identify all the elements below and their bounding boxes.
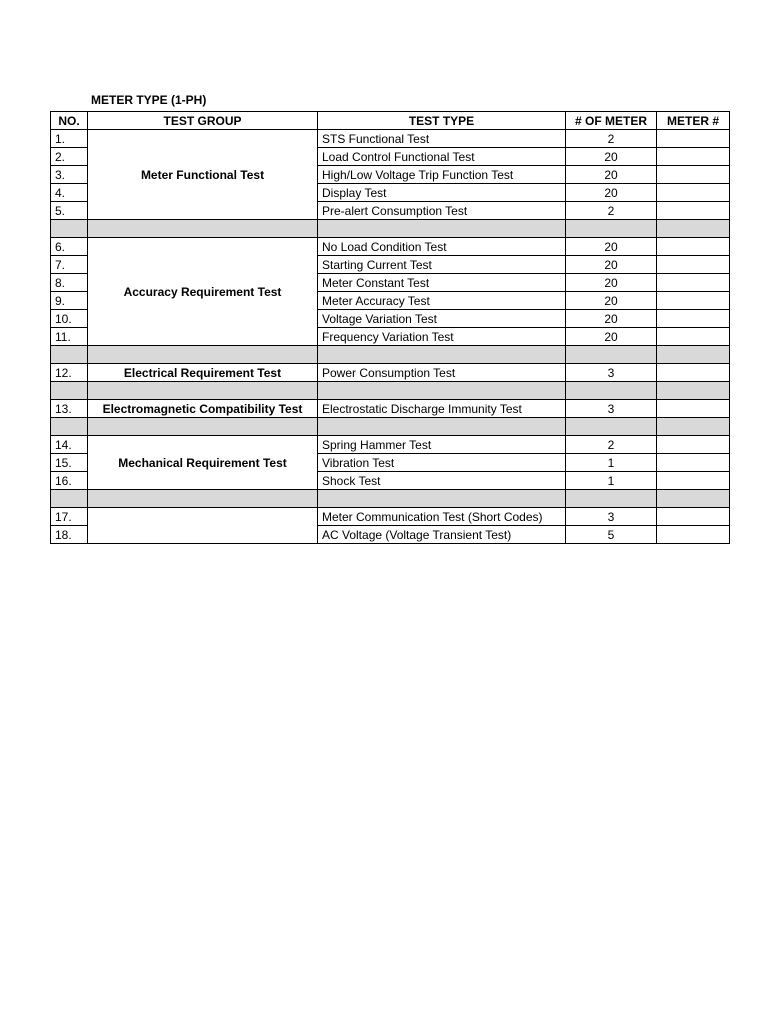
row-number: 14. bbox=[51, 436, 88, 454]
row-number: 8. bbox=[51, 274, 88, 292]
separator-cell bbox=[657, 220, 730, 238]
test-type-cell: Shock Test bbox=[318, 472, 566, 490]
table-header-row bbox=[51, 112, 730, 130]
meter-count-cell: 2 bbox=[566, 130, 657, 148]
test-group-cell: Electromagnetic Compatibility Test bbox=[88, 400, 318, 418]
meter-number-cell bbox=[657, 400, 730, 418]
meter-count-cell: 20 bbox=[566, 274, 657, 292]
meter-number-cell bbox=[657, 292, 730, 310]
meter-number-cell bbox=[657, 436, 730, 454]
meter-count-cell: 20 bbox=[566, 256, 657, 274]
meter-number-cell bbox=[657, 328, 730, 346]
test-type-cell: Electrostatic Discharge Immunity Test bbox=[318, 400, 566, 418]
meter-number-cell bbox=[657, 238, 730, 256]
test-type-cell: Meter Accuracy Test bbox=[318, 292, 566, 310]
separator-cell bbox=[657, 490, 730, 508]
row-number: 6. bbox=[51, 238, 88, 256]
meter-count-cell: 3 bbox=[566, 508, 657, 526]
meter-count-cell: 20 bbox=[566, 166, 657, 184]
meter-number-cell bbox=[657, 202, 730, 220]
header-test-type: TEST TYPE bbox=[318, 112, 566, 130]
meter-count-cell: 20 bbox=[566, 148, 657, 166]
row-number: 16. bbox=[51, 472, 88, 490]
separator-cell bbox=[318, 490, 566, 508]
meter-count-cell: 20 bbox=[566, 310, 657, 328]
test-type-cell: Spring Hammer Test bbox=[318, 436, 566, 454]
separator-cell bbox=[566, 418, 657, 436]
table-row bbox=[51, 130, 730, 148]
test-type-cell: Pre-alert Consumption Test bbox=[318, 202, 566, 220]
row-number: 12. bbox=[51, 364, 88, 382]
meter-number-cell bbox=[657, 454, 730, 472]
separator-row bbox=[51, 490, 730, 508]
separator-row bbox=[51, 346, 730, 364]
test-type-cell: Load Control Functional Test bbox=[318, 148, 566, 166]
row-number: 9. bbox=[51, 292, 88, 310]
row-number: 2. bbox=[51, 148, 88, 166]
separator-cell bbox=[51, 346, 88, 364]
test-type-cell: Power Consumption Test bbox=[318, 364, 566, 382]
test-type-cell: AC Voltage (Voltage Transient Test) bbox=[318, 526, 566, 544]
meter-number-cell bbox=[657, 508, 730, 526]
separator-cell bbox=[657, 418, 730, 436]
meter-number-cell bbox=[657, 184, 730, 202]
separator-cell bbox=[318, 220, 566, 238]
test-table bbox=[50, 111, 730, 544]
table-row bbox=[51, 508, 730, 526]
separator-cell bbox=[88, 418, 318, 436]
test-group-cell: Meter Functional Test bbox=[88, 130, 318, 220]
meter-count-cell: 1 bbox=[566, 472, 657, 490]
row-number: 17. bbox=[51, 508, 88, 526]
separator-row bbox=[51, 382, 730, 400]
row-number: 5. bbox=[51, 202, 88, 220]
separator-cell bbox=[566, 382, 657, 400]
separator-cell bbox=[88, 220, 318, 238]
meter-number-cell bbox=[657, 472, 730, 490]
meter-number-cell bbox=[657, 310, 730, 328]
row-number: 4. bbox=[51, 184, 88, 202]
separator-cell bbox=[51, 220, 88, 238]
table-row bbox=[51, 364, 730, 382]
test-group-cell bbox=[88, 508, 318, 544]
separator-row bbox=[51, 418, 730, 436]
meter-number-cell bbox=[657, 364, 730, 382]
meter-number-cell bbox=[657, 130, 730, 148]
test-type-cell: Starting Current Test bbox=[318, 256, 566, 274]
row-number: 7. bbox=[51, 256, 88, 274]
meter-number-cell bbox=[657, 148, 730, 166]
meter-count-cell: 20 bbox=[566, 184, 657, 202]
test-type-cell: Frequency Variation Test bbox=[318, 328, 566, 346]
test-type-cell: Voltage Variation Test bbox=[318, 310, 566, 328]
header-meter-number: METER # bbox=[657, 112, 730, 130]
test-type-cell: STS Functional Test bbox=[318, 130, 566, 148]
row-number: 15. bbox=[51, 454, 88, 472]
meter-number-cell bbox=[657, 166, 730, 184]
test-group-cell: Mechanical Requirement Test bbox=[88, 436, 318, 490]
header-no: NO. bbox=[51, 112, 88, 130]
meter-count-cell: 20 bbox=[566, 292, 657, 310]
separator-cell bbox=[657, 382, 730, 400]
test-group-cell: Electrical Requirement Test bbox=[88, 364, 318, 382]
separator-cell bbox=[88, 382, 318, 400]
meter-count-cell: 3 bbox=[566, 364, 657, 382]
test-type-cell: No Load Condition Test bbox=[318, 238, 566, 256]
test-type-cell: Meter Constant Test bbox=[318, 274, 566, 292]
table-body bbox=[51, 130, 730, 544]
row-number: 1. bbox=[51, 130, 88, 148]
separator-cell bbox=[657, 346, 730, 364]
meter-number-cell bbox=[657, 526, 730, 544]
row-number: 10. bbox=[51, 310, 88, 328]
test-type-cell: Meter Communication Test (Short Codes) bbox=[318, 508, 566, 526]
table-row bbox=[51, 400, 730, 418]
meter-type-title: METER TYPE (1-PH) bbox=[91, 93, 207, 107]
test-type-cell: Display Test bbox=[318, 184, 566, 202]
meter-count-cell: 20 bbox=[566, 238, 657, 256]
test-group-cell: Accuracy Requirement Test bbox=[88, 238, 318, 346]
separator-cell bbox=[318, 346, 566, 364]
separator-cell bbox=[88, 490, 318, 508]
table-row bbox=[51, 238, 730, 256]
meter-count-cell: 1 bbox=[566, 454, 657, 472]
separator-cell bbox=[566, 220, 657, 238]
separator-cell bbox=[566, 490, 657, 508]
row-number: 18. bbox=[51, 526, 88, 544]
separator-cell bbox=[318, 382, 566, 400]
row-number: 13. bbox=[51, 400, 88, 418]
separator-cell bbox=[566, 346, 657, 364]
separator-cell bbox=[51, 490, 88, 508]
header-meter-count: # OF METER bbox=[566, 112, 657, 130]
row-number: 3. bbox=[51, 166, 88, 184]
meter-count-cell: 2 bbox=[566, 202, 657, 220]
meter-count-cell: 5 bbox=[566, 526, 657, 544]
test-type-cell: High/Low Voltage Trip Function Test bbox=[318, 166, 566, 184]
header-test-group: TEST GROUP bbox=[88, 112, 318, 130]
separator-cell bbox=[318, 418, 566, 436]
meter-number-cell bbox=[657, 274, 730, 292]
meter-count-cell: 3 bbox=[566, 400, 657, 418]
separator-cell bbox=[51, 382, 88, 400]
separator-cell bbox=[88, 346, 318, 364]
table-row bbox=[51, 436, 730, 454]
meter-count-cell: 2 bbox=[566, 436, 657, 454]
meter-count-cell: 20 bbox=[566, 328, 657, 346]
separator-row bbox=[51, 220, 730, 238]
separator-cell bbox=[51, 418, 88, 436]
meter-number-cell bbox=[657, 256, 730, 274]
test-type-cell: Vibration Test bbox=[318, 454, 566, 472]
row-number: 11. bbox=[51, 328, 88, 346]
